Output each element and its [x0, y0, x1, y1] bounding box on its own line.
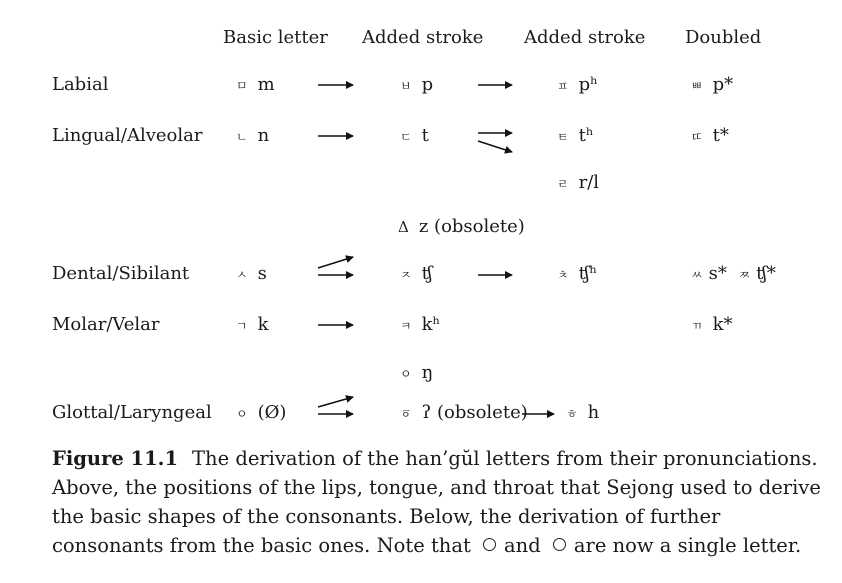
labial-added-2: [557, 76, 598, 94]
hangul-letter: ㅊ: [557, 268, 569, 282]
hangul-letter: ㆆ: [400, 407, 412, 421]
header-basic-letter: Basic letter: [223, 27, 328, 48]
romanization: k: [257, 314, 269, 335]
molar-basic: [236, 316, 269, 334]
glottal-added-1: [400, 404, 528, 422]
hangul-letter: Δ: [398, 218, 409, 236]
hangul-letter: ㅌ: [557, 130, 569, 144]
glottal-added-2: [566, 404, 599, 422]
header-added-stroke-1: Added stroke: [362, 27, 484, 48]
labial-doubled: [691, 76, 733, 94]
hangul-letter: ㅁ: [236, 79, 248, 93]
hangul-letter: ㅎ: [566, 407, 578, 421]
row-label-molar: Molar/Velar: [52, 314, 160, 335]
romanization: ʧʰ: [578, 263, 598, 284]
circle-letter-icon: [553, 538, 566, 551]
figure-label: Figure 11.1: [52, 447, 179, 470]
hangul-letter: ㄸ: [691, 130, 703, 144]
lingual-added-1: [400, 127, 429, 145]
caption-text-2: and: [504, 534, 541, 557]
row-label-lingual: Lingual/Alveolar: [52, 125, 203, 146]
hangul-letter: ㅈ: [400, 268, 412, 282]
arrow-icon: [478, 141, 512, 152]
hangul-letter: ㄱ: [236, 319, 248, 333]
hangul-letter: ㅅ: [236, 268, 248, 282]
romanization: r/l: [578, 172, 600, 193]
romanization: s*: [708, 263, 727, 284]
romanization: (Ø): [257, 402, 287, 423]
caption-text-1: The derivation of the han’gŭl letters from their pronunciations. Above, the positions of the lips, tongue, and throat that Sejong used to derive the basic shapes of the consonants. Below, the derivation of further consonants from the basic ones. Note that: [52, 447, 821, 557]
romanization: kʰ: [421, 314, 441, 335]
romanization: ʧ: [421, 263, 433, 284]
romanization: m: [257, 74, 275, 95]
header-added-stroke-2: Added stroke: [524, 27, 646, 48]
romanization: pʰ: [578, 74, 598, 95]
glottal-basic: [236, 404, 286, 422]
obsolete-z: [398, 218, 525, 236]
romanization: ʧ*: [756, 263, 776, 284]
romanization: tʰ: [578, 125, 594, 146]
romanization: h: [587, 402, 600, 423]
lingual-added-2b: [557, 174, 599, 192]
dental-basic: [236, 265, 267, 283]
circle-letter-icon: [483, 538, 496, 551]
romanization: t*: [712, 125, 729, 146]
romanization: n: [257, 125, 270, 146]
hangul-letter: ㅇ: [236, 407, 248, 421]
romanization: p: [421, 74, 434, 95]
romanization: t: [421, 125, 429, 146]
hangul-letter: ㄲ: [691, 319, 703, 333]
hangul-letter: ㄷ: [400, 130, 412, 144]
hangul-letter: ㅍ: [557, 79, 569, 93]
dental-added-1: [400, 265, 432, 283]
hangul-letter: ㅂ: [400, 79, 412, 93]
hangul-letter: ㅃ: [691, 79, 703, 93]
arrow-icon: [318, 257, 353, 268]
lingual-added-2: [557, 127, 594, 145]
romanization: ʔ (obsolete): [421, 402, 528, 423]
romanization: k*: [712, 314, 733, 335]
romanization: s: [257, 263, 267, 284]
caption-text-3: are now a single letter.: [573, 534, 802, 557]
romanization: p*: [712, 74, 734, 95]
hangul-letter: ㅋ: [400, 319, 412, 333]
lingual-basic: [236, 127, 269, 145]
lingual-doubled: [691, 127, 729, 145]
hangul-letter: ㅉ: [738, 268, 751, 282]
row-label-labial: Labial: [52, 74, 109, 95]
labial-added-1: [400, 76, 433, 94]
velar-nasal: [400, 364, 433, 382]
dental-added-2: [557, 265, 597, 283]
arrow-icon: [318, 397, 353, 407]
hangul-letter: ㄴ: [236, 130, 248, 144]
hangul-letter: ㅇ: [400, 367, 412, 381]
header-doubled: Doubled: [685, 27, 762, 48]
row-label-dental: Dental/Sibilant: [52, 263, 190, 284]
hangul-letter: ㄹ: [557, 177, 569, 191]
hangul-letter: ㅆ: [691, 268, 703, 282]
dental-doubled: [691, 265, 776, 283]
romanization: z (obsolete): [418, 216, 525, 237]
molar-added-1: [400, 316, 440, 334]
romanization: ŋ: [421, 362, 434, 383]
molar-doubled: [691, 316, 733, 334]
row-label-glottal: Glottal/Laryngeal: [52, 402, 212, 423]
figure-caption: [52, 444, 822, 560]
labial-basic: [236, 76, 275, 94]
